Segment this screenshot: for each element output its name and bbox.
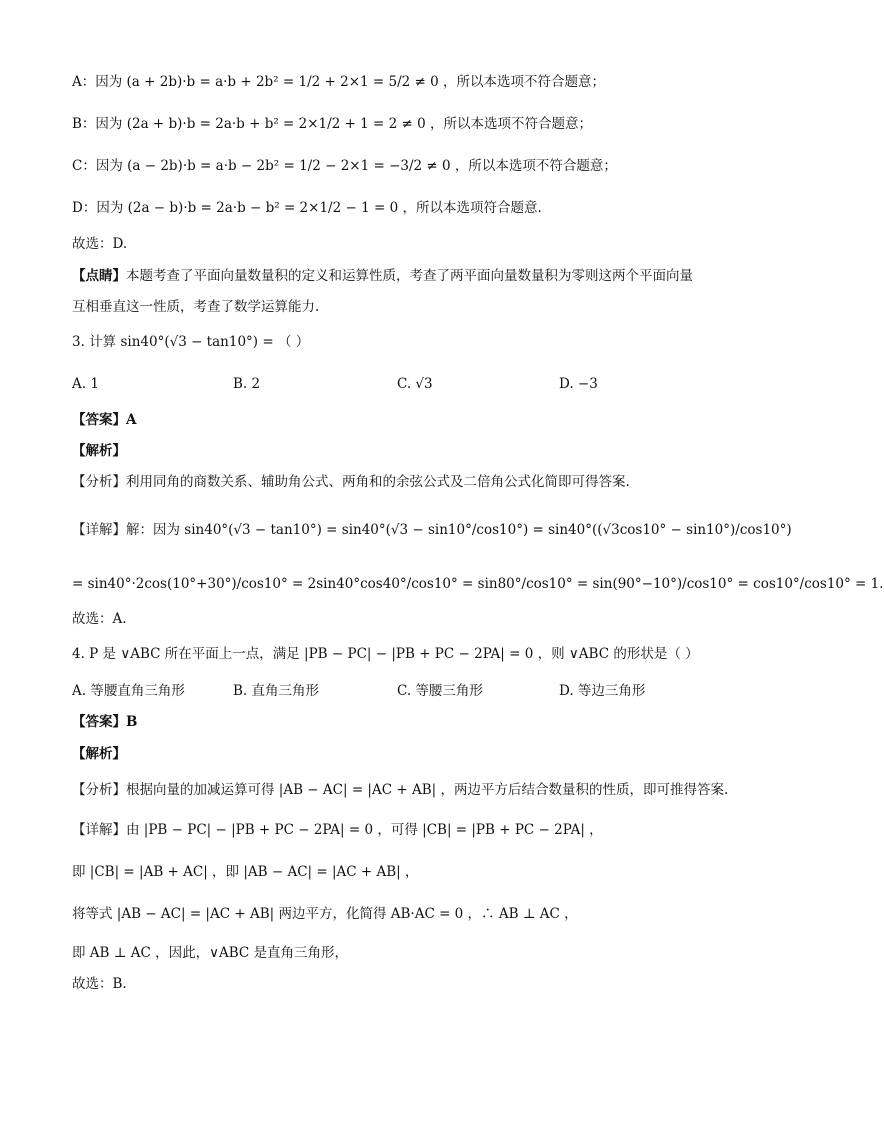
option-c-analysis: C：因为 (a − 2b)·b = a·b − 2b² = 1/2 − 2×1 = −3/2 ≠ 0 ，所以本选项不符合题意； [72,158,617,174]
option-b-analysis: B：因为 (2a + b)·b = 2a·b + b² = 2×1/2 + 1 = 2 ≠ 0 ，所以本选项不符合题意； [72,116,593,132]
q4-detail-1: 【详解】由 |PB − PC| − |PB + PC − 2PA| = 0 ，可得 |CB| = |PB + PC − 2PA| ， [72,822,603,838]
q3-choice: 故选：A. [72,611,127,627]
q3-answer: 【答案】A [72,412,137,428]
option-a-analysis: A：因为 (a + 2b)·b = a·b + 2b² = 1/2 + 2×1 = 5/2 ≠ 0 ，所以本选项不符合题意； [72,74,605,90]
q3-stem: 3. 计算 sin40°(√3 − tan10°) = （ ） [72,334,310,350]
q3-analysis-head: 【解析】 [72,443,126,459]
q3-option-b: B. 2 [233,376,261,392]
q3-option-a: A. 1 [72,376,99,392]
q4-choice: 故选：B. [72,976,127,992]
q3-detail-1: 【详解】解：因为 sin40°(√3 − tan10°) = sin40°(√3 − sin10°/cos10°) = sin40°((√3cos10° − sin10°)/cos10°) [72,522,792,538]
q4-detail-2: 即 |CB| = |AB + AC| ，即 |AB − AC| = |AC + AB| ， [72,864,419,880]
q3-option-c: C. √3 [397,376,433,392]
q4-detail-3: 将等式 |AB − AC| = |AC + AB| 两边平方，化简得 AB·AC = 0 ，∴ AB ⊥ AC ， [72,906,578,922]
q2-choice: 故选：D. [72,236,128,252]
q3-detail-2: = sin40°·2cos(10°+30°)/cos10° = 2sin40°cos40°/cos10° = sin80°/cos10° = sin(90°−10°)/cos10° = cos10°/cos10° = 1. [72,576,884,592]
q4-answer: 【答案】B [72,714,138,730]
q4-option-d: D. 等边三角形 [559,683,646,699]
comment-tag: 【点睛】 [72,268,126,284]
q4-detail-4: 即 AB ⊥ AC ，因此，∨ABC 是直角三角形， [72,945,349,961]
comment-line-1 [72,266,734,286]
q3-option-d: D. −3 [559,376,598,392]
q4-option-a: A. 等腰直角三角形 [72,683,185,699]
comment-text-1: 本题考查了平面向量数量积的定义和运算性质，考查了两平面向量数量积为零则这两个平面向量 [126,268,693,284]
q4-option-c: C. 等腰三角形 [397,683,483,699]
q3-analysis: 【分析】利用同角的商数关系、辅助角公式、两角和的余弦公式及二倍角公式化简即可得答案. [72,474,630,490]
comment-line-2: 互相垂直这一性质，考查了数学运算能力. [72,299,320,315]
q4-analysis-head: 【解析】 [72,746,126,762]
option-d-analysis: D：因为 (2a − b)·b = 2a·b − b² = 2×1/2 − 1 = 0 ，所以本选项符合题意. [72,200,542,216]
q4-option-b: B. 直角三角形 [233,683,320,699]
q4-analysis: 【分析】根据向量的加减运算可得 |AB − AC| = |AC + AB| ，两边平方后结合数量积的性质，即可推得答案. [72,782,729,798]
q4-stem: 4. P 是 ∨ABC 所在平面上一点，满足 |PB − PC| − |PB + PC − 2PA| = 0 ，则 ∨ABC 的形状是（ ） [72,646,699,662]
